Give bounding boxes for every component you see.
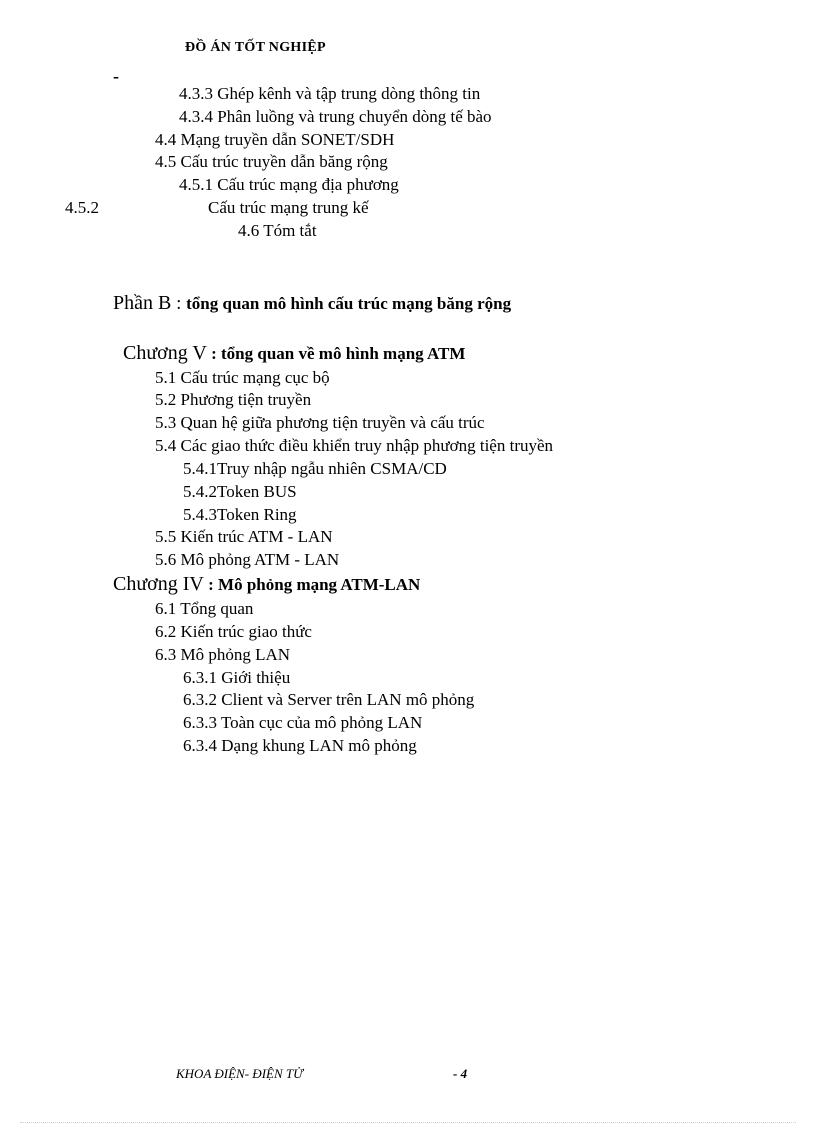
dash-mark: -	[113, 66, 119, 86]
chapter-iv-sep: :	[203, 575, 219, 594]
chapter-v-sep: :	[206, 344, 222, 363]
toc-item-4-5-2-number: 4.5.2	[65, 198, 99, 217]
toc-item-5-5: 5.5 Kiến trúc ATM - LAN	[155, 527, 333, 546]
chapter-iv-prefix: Chương IV	[113, 573, 204, 595]
toc-item-4-3-3: 4.3.3 Ghép kênh và tập trung dòng thông tin	[179, 84, 481, 103]
toc-item-4-6: 4.6 Tóm tắt	[238, 221, 317, 240]
toc-item-5-4-3: 5.4.3Token Ring	[183, 505, 297, 524]
toc-item-6-3-3: 6.3.3 Toàn cục của mô phỏng LAN	[183, 713, 423, 732]
part-b-title: tổng quan mô hình cấu trúc mạng băng rộng	[186, 294, 512, 313]
toc-item-4-5: 4.5 Cấu trúc truyền dẫn băng rộng	[155, 152, 388, 171]
part-b-prefix: Phần B	[113, 292, 172, 314]
toc-item-4-4: 4.4 Mạng truyền dẫn SONET/SDH	[155, 130, 395, 149]
toc-item-4-5-2: Cấu trúc mạng trung kế	[208, 198, 369, 217]
footer-page-number: - 4	[453, 1066, 468, 1081]
chapter-v-title: tổng quan về mô hình mạng ATM	[221, 344, 466, 363]
part-b-heading	[113, 292, 511, 315]
toc-item-6-3-4: 6.3.4 Dạng khung LAN mô phỏng	[183, 736, 417, 755]
toc-item-5-2: 5.2 Phương tiện truyền	[155, 390, 312, 409]
toc-item-6-1: 6.1 Tổng quan	[155, 599, 254, 618]
toc-item-6-2: 6.2 Kiến trúc giao thức	[155, 622, 312, 641]
chapter-v-prefix: Chương V	[123, 342, 207, 364]
toc-item-5-1: 5.1 Cấu trúc mạng cục bộ	[155, 368, 330, 387]
chapter-v-heading	[123, 342, 465, 365]
toc-item-5-4-1: 5.4.1Truy nhập ngẫu nhiên CSMA/CD	[183, 459, 447, 478]
page-header-title: ĐỒ ÁN TỐT NGHIỆP	[185, 40, 326, 55]
toc-item-6-3-1: 6.3.1 Giới thiệu	[183, 668, 291, 687]
toc-item-4-5-1: 4.5.1 Cấu trúc mạng địa phương	[179, 175, 399, 194]
toc-item-5-4: 5.4 Các giao thức điều khiển truy nhập phương tiện truyền	[155, 436, 554, 455]
footer-department: KHOA ĐIỆN- ĐIỆN TỬ	[176, 1066, 303, 1081]
toc-item-5-3: 5.3 Quan hệ giữa phương tiện truyền và cấu trúc	[155, 413, 485, 432]
toc-item-4-3-4: 4.3.4 Phân luồng và trung chuyển dòng tế bào	[179, 107, 492, 126]
toc-item-6-3: 6.3 Mô phỏng LAN	[155, 645, 291, 664]
toc-item-5-4-2: 5.4.2Token BUS	[183, 482, 297, 501]
part-b-sep: :	[171, 293, 187, 314]
toc-item-6-3-2: 6.3.2 Client và Server trên LAN mô phỏng	[183, 690, 475, 709]
toc-item-5-6: 5.6 Mô phỏng ATM - LAN	[155, 550, 340, 569]
chapter-iv-title: Mô phỏng mạng ATM-LAN	[218, 575, 421, 594]
chapter-iv-heading	[113, 573, 420, 596]
